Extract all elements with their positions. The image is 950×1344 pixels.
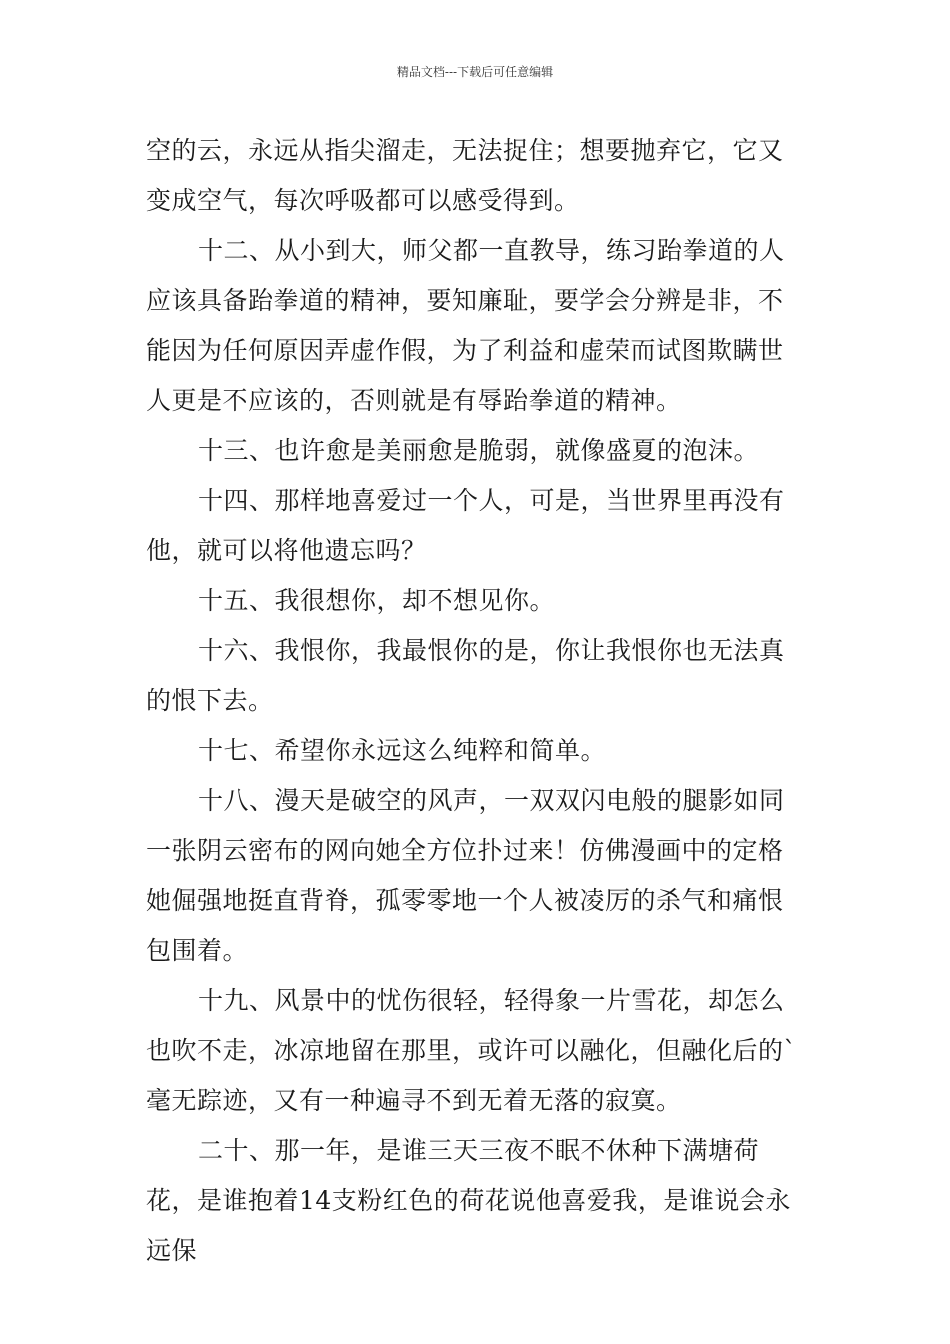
- document-body: [146, 126, 806, 1276]
- paragraph-17: 十七、希望你永远这么纯粹和简单。: [198, 736, 607, 765]
- paragraph-15: 十五、我很想你，却不想见你。: [198, 586, 556, 615]
- paragraph-18: 十八、漫天是破空的风声，一双双闪电般的腿影如同一张阴云密布的网向她全方位扑过来！仿佛漫画中的定格她倔强地挺直背脊，孤零零地一个人被凌厉的杀气和痛恨包围着。: [146, 786, 785, 965]
- paragraph-16: 十六、我恨你，我最恨你的是，你让我恨你也无法真的恨下去。: [146, 636, 785, 715]
- paragraph-12: 十二、从小到大，师父都一直教导，练习跆拳道的人应该具备跆拳道的精神，要知廉耻，要学会分辨是非，不能因为任何原因弄虚作假，为了利益和虚荣而试图欺瞒世人更是不应该的，否则就是有辱跆拳道的精神。: [146, 236, 785, 415]
- paragraph-19: 十九、风景中的忧伤很轻，轻得象一片雪花，却怎么也吹不走，冰凉地留在那里，或许可以融化，但融化后的`毫无踪迹，又有一种遍寻不到无着无落的寂寞。: [146, 986, 797, 1115]
- paragraph-14: 十四、那样地喜爱过一个人，可是，当世界里再没有他，就可以将他遗忘吗？: [146, 486, 785, 565]
- paragraph-continuation: 空的云，永远从指尖溜走，无法捉住；想要抛弃它，它又变成空气，每次呼吸都可以感受得到。: [146, 136, 784, 215]
- paragraph-13: 十三、也许愈是美丽愈是脆弱，就像盛夏的泡沫。: [198, 436, 760, 465]
- paragraph-20: 二十、那一年，是谁三天三夜不眠不休种下满塘荷花，是谁抱着14支粉红色的荷花说他喜爱我，是谁说会永远保: [146, 1136, 791, 1265]
- page-header: 精品文档---下载后可任意编辑: [396, 65, 554, 79]
